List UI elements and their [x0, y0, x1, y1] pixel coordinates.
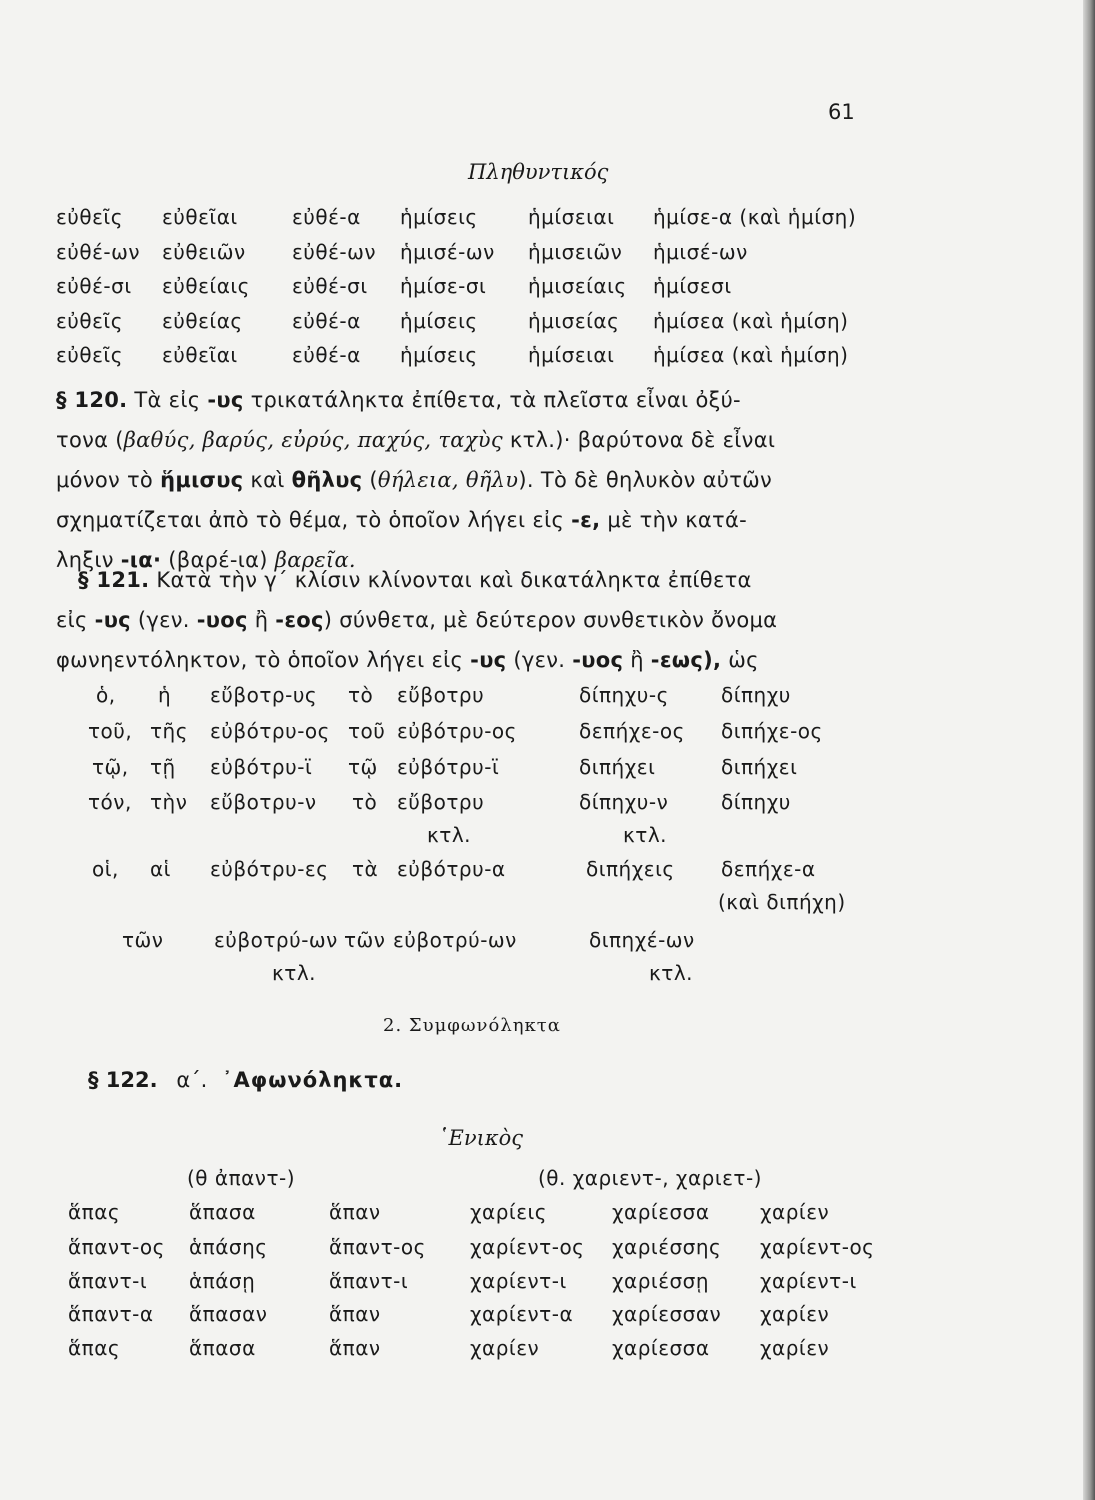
table-cell: δίπηχυ-ν — [579, 790, 669, 814]
paragraph-120 — [56, 381, 898, 580]
table-cell: τοῦ — [348, 719, 386, 743]
bold-text: ἥμισυς — [160, 467, 244, 492]
text-run: τονα ( — [56, 427, 124, 452]
table-cell: δεπήχε-ος — [579, 719, 685, 743]
table-cell: εὐθεῖς — [56, 205, 123, 229]
text-run: ἢ — [623, 647, 651, 672]
text-run: σχηματίζεται ἀπὸ τὸ θέμα, τὸ ὁποῖον λήγει εἰς — [56, 507, 572, 532]
table-cell: οἱ, — [92, 857, 119, 881]
table-cell: εὐβότρυ-ϊ — [397, 755, 500, 779]
table-cell: δίπηχυ — [721, 790, 791, 814]
table-cell: ἡμίσεα (καὶ ἡμίση) — [653, 343, 849, 367]
table-cell: ἅπασα — [189, 1200, 256, 1224]
table-cell: ἅπαντ-ι — [329, 1269, 409, 1293]
text-run: τρικατάληκτα ἐπίθετα, τὰ πλεῖστα εἶναι ὀξύ- — [250, 388, 741, 412]
table-cell: ἅπαντ-α — [68, 1302, 154, 1326]
table-cell: χαρίεσσαν — [612, 1302, 722, 1326]
table-cell: εὐβότρυ-α — [397, 857, 506, 881]
text-run: ἢ — [247, 607, 276, 632]
text-run: ὡς — [721, 647, 759, 672]
table-cell: ἡμισείας — [528, 309, 620, 333]
suffix-text: -υς — [94, 607, 131, 632]
section-number: § 120. — [56, 388, 128, 412]
table-cell: εὐθέ-ων — [56, 240, 141, 264]
text-run: καὶ — [243, 467, 292, 492]
table-cell: εὐβότρυ-ος — [210, 719, 330, 743]
table-cell: ἅπαν — [329, 1302, 381, 1326]
table-cell: ἡμίσεα (καὶ ἡμίση) — [653, 309, 849, 333]
text-run: Κατὰ τὴν γ΄ κλίσιν κλίνονται καὶ δικατάληκτα ἐπίθετα — [149, 568, 752, 592]
section-122-heading — [88, 1068, 403, 1092]
table-cell: ἡμίσεσι — [653, 274, 732, 298]
page-edge-shadow — [1083, 0, 1095, 1500]
table-cell: ἅπας — [68, 1200, 121, 1224]
table-cell: χαρίεντ-α — [470, 1302, 574, 1326]
table-cell: εὐθέ-σι — [292, 274, 368, 298]
table-cell: ἡμισέ-ων — [653, 240, 748, 264]
table-cell: εὔβοτρυ — [397, 790, 485, 814]
paragraph-121 — [56, 561, 898, 681]
table-cell: τοῦ, — [88, 719, 133, 743]
table-cell: χαριέσσῃ — [612, 1269, 710, 1293]
table-cell: ἅπαν — [329, 1336, 381, 1360]
singular-title: ῾Ενικὸς — [438, 1126, 524, 1150]
table-cell: ἡμίσεις — [400, 205, 478, 229]
table-cell: εὐθείαις — [162, 274, 250, 298]
table-cell: τῶν — [122, 928, 164, 952]
italic-text: βαρεῖα. — [274, 547, 356, 572]
note-text: (καὶ διπήχη) — [718, 890, 846, 914]
text-run: ληξιν — [56, 547, 121, 572]
table-cell: εὐθεῖαι — [162, 205, 238, 229]
table-cell: χαρίεντ-ι — [760, 1269, 857, 1293]
etc-label: κτλ. — [623, 823, 668, 847]
table-cell: εὐβότρυ-ϊ — [210, 755, 313, 779]
table-cell: εὔβοτρυ — [397, 683, 485, 707]
table-cell: εὐθειῶν — [162, 240, 246, 264]
table-cell: χαρίεντ-ος — [470, 1235, 585, 1259]
bold-text: θῆλυς — [291, 467, 363, 492]
theme-label: (θ. χαριεντ-, χαριετ-) — [538, 1166, 762, 1190]
suffix-text: -ε, — [571, 507, 601, 532]
table-cell: ἅπασα — [189, 1336, 256, 1360]
subsection-heading: 2. Συμφωνόληκτα — [383, 1015, 561, 1036]
table-cell: διπηχέ-ων — [589, 928, 695, 952]
table-cell: ἅπας — [68, 1336, 121, 1360]
table-cell: χαρίεσσα — [612, 1336, 710, 1360]
table-cell: ἁπάσῃ — [189, 1269, 256, 1293]
table-cell: τὸ — [352, 790, 378, 814]
table-cell: εὐθέ-σι — [56, 274, 132, 298]
table-cell: χαριέσσης — [612, 1235, 722, 1259]
table-cell: εὐβότρυ-ες — [210, 857, 329, 881]
table-cell: αἱ — [150, 857, 171, 881]
table-cell: χαρίεντ-ι — [470, 1269, 567, 1293]
table-cell: διπήχει — [721, 755, 798, 779]
table-cell: δίπηχυ-ς — [579, 683, 669, 707]
plural-title: Πληθυντικός — [468, 160, 609, 184]
table-cell: εὐθεῖς — [56, 343, 123, 367]
text-run: ( — [362, 467, 378, 492]
table-cell: ἡμίσε-σι — [400, 274, 487, 298]
text-run: (γεν. — [506, 647, 573, 672]
table-cell: ἡμισειῶν — [528, 240, 623, 264]
table-cell: εὐθεῖς — [56, 309, 123, 333]
table-cell: ἡμίσειαι — [528, 343, 615, 367]
table-cell: τὸ — [348, 683, 374, 707]
table-cell: διπήχε-ος — [721, 719, 823, 743]
table-cell: εὐθεῖαι — [162, 343, 238, 367]
table-cell: χαρίεσσα — [612, 1200, 710, 1224]
table-cell: ὁ, — [96, 683, 116, 707]
table-cell: χαρίεις — [470, 1200, 548, 1224]
table-cell: εὐθέ-ων — [292, 240, 377, 264]
etc-label: κτλ. — [427, 823, 472, 847]
table-cell: εὔβοτρ-υς — [210, 683, 318, 707]
table-cell: εὐθέ-α — [292, 205, 361, 229]
section-number: § 121. — [78, 568, 150, 592]
italic-text: βαθύς, βαρύς, εὐρύς, παχύς, ταχὺς — [123, 427, 503, 452]
text-run: (γεν. — [130, 607, 197, 632]
table-cell: τὰ — [352, 857, 379, 881]
text-run: α΄. — [176, 1068, 208, 1092]
table-cell: ἅπαντ-ος — [329, 1235, 426, 1259]
page-number: 61 — [828, 100, 855, 124]
table-cell: τὴν — [150, 790, 188, 814]
table-cell: ἡμίσε-α (καὶ ἡμίση) — [653, 205, 857, 229]
table-cell: ἅπασαν — [189, 1302, 268, 1326]
etc-label: κτλ. — [649, 961, 694, 985]
suffix-text: -εως), — [650, 647, 722, 672]
etc-label: κτλ. — [272, 961, 317, 985]
table-cell: χαρίεντ-ος — [760, 1235, 875, 1259]
table-cell: τῇ — [150, 755, 176, 779]
table-cell: ἡμισείαις — [528, 274, 627, 298]
text-run: μὲ τὴν κατά- — [600, 507, 747, 532]
table-cell: ἅπαντ-ι — [68, 1269, 148, 1293]
table-cell: χαρίεν — [760, 1302, 830, 1326]
suffix-text: -εος — [275, 607, 324, 632]
text-run: μόνον τὸ — [56, 467, 161, 492]
table-cell: ἡμίσεις — [400, 343, 478, 367]
suffix-text: -υς — [470, 647, 507, 672]
table-cell: ἅπαντ-ος — [68, 1235, 165, 1259]
table-cell: δεπήχε-α — [721, 857, 816, 881]
text-run: Τὰ εἰς — [134, 388, 201, 412]
suffix-text: -υος — [196, 607, 248, 632]
table-cell: τόν, — [88, 790, 132, 814]
bold-text: ᾿Αφωνόληκτα. — [222, 1068, 404, 1092]
table-cell: εὐβότρυ-ος — [397, 719, 517, 743]
table-cell: εὐβοτρύ-ων — [393, 928, 517, 952]
table-cell: εὐθέ-α — [292, 309, 361, 333]
table-cell: διπήχεις — [586, 857, 675, 881]
table-cell: ἡμίσειαι — [528, 205, 615, 229]
table-cell: δίπηχυ — [721, 683, 791, 707]
suffix-text: -υος — [572, 647, 624, 672]
table-cell: ἡ — [158, 683, 172, 707]
table-cell: εὐθέ-α — [292, 343, 361, 367]
table-cell: εὔβοτρυ-ν — [210, 790, 317, 814]
table-cell: εὐθείας — [162, 309, 243, 333]
table-cell: τῆς — [150, 719, 188, 743]
text-run: ). Τὸ δὲ θηλυκὸν αὐτῶν — [518, 467, 773, 492]
theme-label: (θ ἀπαντ-) — [187, 1166, 296, 1190]
suffix-text: -υς — [207, 388, 244, 412]
table-cell: ἅπαν — [329, 1200, 381, 1224]
table-cell: εὐβοτρύ-ων — [214, 928, 338, 952]
table-cell: ἁπάσης — [189, 1235, 268, 1259]
table-cell: τῷ — [348, 755, 378, 779]
text-run: κτλ.)· βαρύτονα δὲ εἶναι — [502, 427, 776, 452]
table-cell: τῷ, — [92, 755, 129, 779]
table-cell: χαρίεν — [470, 1336, 540, 1360]
suffix-text: -ια· — [120, 547, 162, 572]
table-cell: τῶν — [344, 928, 386, 952]
text-run: (βαρέ-ια) — [161, 547, 275, 572]
text-run: φωνηεντόληκτον, τὸ ὁποῖον λήγει εἰς — [56, 647, 471, 672]
table-cell: διπήχει — [579, 755, 656, 779]
text-run: εἰς — [56, 607, 95, 632]
text-run: ) σύνθετα, μὲ δεύτερον συνθετικὸν ὄνομα — [323, 607, 778, 632]
section-number: § 122. — [88, 1068, 158, 1092]
table-cell: ἡμίσεις — [400, 309, 478, 333]
italic-text: θήλεια, θῆλυ — [377, 467, 519, 492]
table-cell: χαρίεν — [760, 1200, 830, 1224]
table-cell: χαρίεν — [760, 1336, 830, 1360]
table-cell: ἡμισέ-ων — [400, 240, 495, 264]
